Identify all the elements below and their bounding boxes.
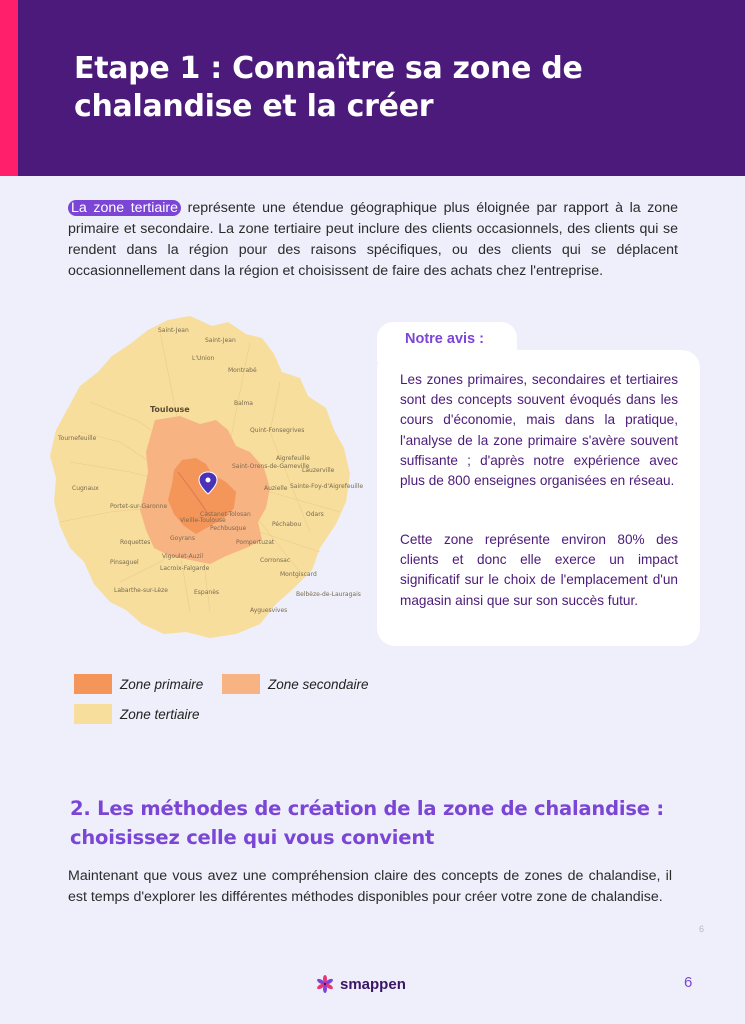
map-place-label: Sainte-Foy-d'Aigrefeuille (290, 483, 364, 490)
map-place-label: Quint-Fonsegrives (250, 427, 305, 434)
avis-paragraph-1: Les zones primaires, secondaires et tertiaires sont des concepts souvent évoqués dans les cours d'économie, mais dans la pratique, l'analyse de la zone primaire s'avère souvent suffisante ; d'après notre expérience avec plus de 800 enseignes organisées en réseau. (400, 372, 678, 489)
avis-paragraph-2: Cette zone représente environ 80% des clients et donc elle exerce un impact significatif sur le choix de l'emplacement d'un magasin ainsi que sur son succès futur. (400, 532, 678, 608)
map-place-label: Lacroix-Falgarde (160, 565, 210, 572)
intro-highlight: La zone tertiaire (68, 200, 181, 216)
legend-swatch-secondaire (222, 674, 260, 694)
legend-label-primaire: Zone primaire (120, 676, 204, 692)
map-place-label: L'Union (192, 355, 215, 362)
map-place-label: Castanet-Tolosan (200, 511, 251, 518)
map-place-label: Saint-Jean (158, 327, 189, 334)
legend-swatch-tertiaire (74, 704, 112, 724)
smappen-logo-icon (316, 975, 334, 993)
header-accent-bar (0, 0, 18, 176)
map-place-label: Montrabé (228, 367, 257, 374)
map-place-label: Lauzerville (302, 467, 335, 474)
legend-item-secondaire (222, 674, 369, 694)
map-place-label: Vigoulet-Auzil (162, 553, 204, 560)
map-place-label: Ayguesvives (250, 607, 288, 614)
map-place-label: Toulouse (150, 405, 190, 414)
map-place-label: Péchabou (272, 521, 302, 528)
map-place-label: Pechbusque (210, 525, 247, 532)
trade-area-map (50, 312, 364, 642)
legend-label-secondaire: Zone secondaire (268, 676, 369, 692)
map-place-label: Roquettes (120, 539, 151, 546)
map-place-label: Goyrans (170, 535, 195, 542)
intro-text: représente une étendue géographique plus éloignée par rapport à la zone primaire et secondaire. La zone tertiaire peut inclure des clients occasionnels, des clients qui se rendent dans la région pour des raisons spécifiques, ou des clients qui se déplacent occasionnellement dans la région et choisissent de faire des achats chez l'entreprise. (68, 200, 678, 279)
map-place-label: Odars (306, 511, 324, 518)
legend-label-tertiaire: Zone tertiaire (120, 706, 200, 722)
page-number: 6 (684, 974, 693, 991)
footer-logo (316, 975, 406, 993)
intro-paragraph (68, 198, 678, 282)
map-place-label: Pompertuzat (236, 539, 275, 546)
page-title: Etape 1 : Connaître sa zone de chalandise et la créer (74, 51, 583, 124)
map-place-label: Espanès (194, 589, 220, 596)
map-place-label: Belbèze-de-Lauragais (296, 591, 361, 598)
map-place-label: Portet-sur-Garonne (110, 503, 168, 510)
map-place-label: Tournefeuille (58, 435, 97, 442)
legend-swatch-primaire (74, 674, 112, 694)
avis-title: Notre avis : (405, 331, 484, 347)
legend-item-primaire (74, 674, 203, 694)
small-page-number: 6 (699, 924, 705, 934)
map-place-label: Aigrefeuille (276, 455, 310, 462)
map-place-label: Corronsac (260, 557, 291, 564)
map-place-label: Montgiscard (280, 571, 317, 578)
footer-logo-text: smappen (340, 975, 406, 993)
map-place-label: Cugnaux (72, 485, 99, 492)
map-place-label: Pinsaguel (110, 559, 139, 566)
legend-item-tertiaire (74, 704, 200, 724)
section-title: 2. Les méthodes de création de la zone de chalandise : choisissez celle qui vous convient (70, 797, 664, 849)
map-place-label: Labarthe-sur-Lèze (114, 587, 168, 594)
section-paragraph: Maintenant que vous avez une compréhension claire des concepts de zones de chalandise, il est temps d'explorer les différentes méthodes disponibles pour créer votre zone de chalandise. (68, 868, 672, 905)
map-place-label: Saint-Jean (205, 337, 236, 344)
map-place-label: Vieille-Toulouse (180, 517, 226, 524)
map-place-label: Auzielle (264, 485, 288, 492)
map-place-label: Balma (234, 400, 253, 407)
map-place-label: Saint-Orens-de-Gameville (232, 463, 310, 470)
